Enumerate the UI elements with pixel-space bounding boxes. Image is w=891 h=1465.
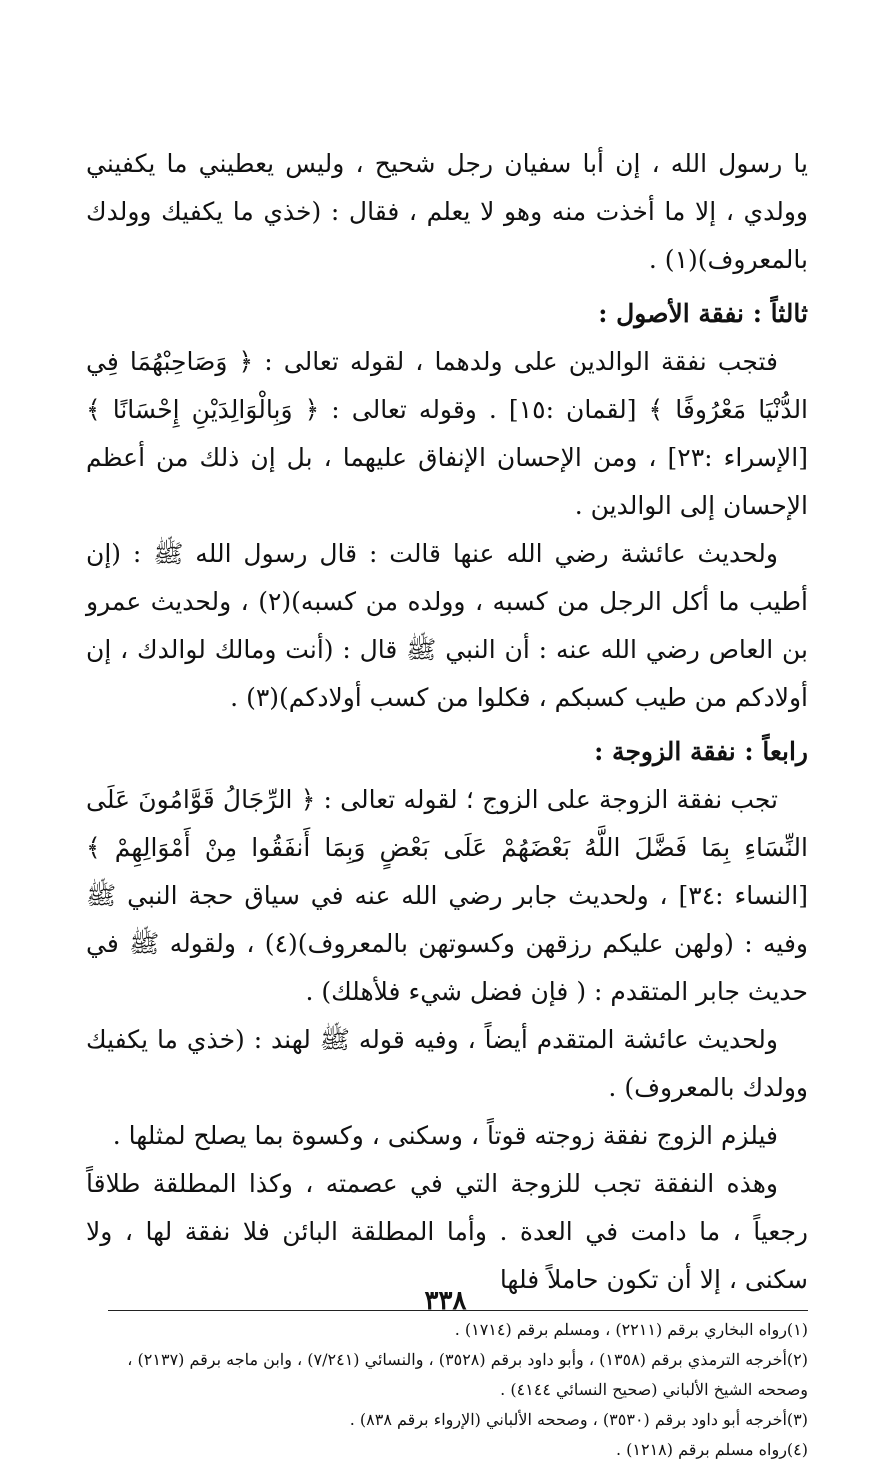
paragraph-parents-hadith: ولحديث عائشة رضي الله عنها قالت : قال رسول الله ﷺ : (إن أطيب ما أكل الرجل من كسبه ، وولده من كسبه)(٢) ، ولحديث عمرو بن العاص رضي الله عنه : أن النبي ﷺ قال : (أنت ومالك لوالدك ، إن أولادكم من طيب كسبكم ، فكلوا من كسب أولادكم)(٣) . bbox=[86, 539, 808, 712]
footnote-2: (٢)أخرجه الترمذي برقم (١٣٥٨) ، وأبو داود برقم (٣٥٢٨) ، والنسائي (٧/٢٤١) ، وابن ماجه برقم (٢١٣٧) ، وصححه الشيخ الألباني (صحيح النسائي ٤١٤٤) . bbox=[127, 1350, 808, 1399]
page-body bbox=[86, 140, 808, 1465]
paragraph-wife-obligation: فيلزم الزوج نفقة زوجته قوتاً ، وسكنى ، وكسوة بما يصلح لمثلها . bbox=[112, 1121, 778, 1150]
paragraph-wife-hadith-aisha: ولحديث عائشة المتقدم أيضاً ، وفيه قوله ﷺ لهند : (خذي ما يكفيك وولدك بالمعروف) . bbox=[86, 1025, 808, 1102]
page-number: ٣٣٨ bbox=[424, 1286, 467, 1316]
heading-parents-support: ثالثاً : نفقة الأصول : bbox=[598, 299, 808, 328]
heading-wife-support: رابعاً : نفقة الزوجة : bbox=[594, 737, 808, 766]
paragraph-divorce-support: وهذه النفقة تجب للزوجة التي في عصمته ، وكذا المطلقة طلاقاً رجعياً ، ما دامت في العدة . وأما المطلقة البائن فلا نفقة لها ، ولا سكنى ، إلا أن تكون حاملاً فلها bbox=[86, 1169, 808, 1294]
paragraph-parents-verses: فتجب نفقة الوالدين على ولدهما ، لقوله تعالى : ﴿ وَصَاحِبْهُمَا فِي الدُّنْيَا مَعْرُوفًا ﴾ [لقمان :١٥] . وقوله تعالى : ﴿ وَبِالْوَالِدَيْنِ إِحْسَانًا ﴾ [الإسراء :٢٣] ، ومن الإحسان الإنفاق عليهما ، بل إن ذلك من أعظم الإحسان إلى الوالدين . bbox=[86, 347, 809, 520]
footnote-4: (٤)رواه مسلم برقم (١٢١٨) . bbox=[615, 1440, 808, 1459]
footnote-3: (٣)أخرجه أبو داود برقم (٣٥٣٠) ، وصححه الألباني (الإرواء برقم ٨٣٨) . bbox=[349, 1410, 808, 1429]
footnote-1: (١)رواه البخاري برقم (٢٢١١) ، ومسلم برقم (١٧١٤) . bbox=[454, 1320, 808, 1339]
paragraph-hadith-hind: يا رسول الله ، إن أبا سفيان رجل شحيح ، وليس يعطيني ما يكفيني وولدي ، إلا ما أخذت منه وهو لا يعلم ، فقال : (خذي ما يكفيك وولدك بالمعروف)(١) . bbox=[86, 149, 808, 274]
paragraph-wife-verse: تجب نفقة الزوجة على الزوج ؛ لقوله تعالى : ﴿ الرِّجَالُ قَوَّامُونَ عَلَى النِّسَاءِ بِمَا فَضَّلَ اللَّهُ بَعْضَهُمْ عَلَى بَعْضٍ وَبِمَا أَنفَقُوا مِنْ أَمْوَالِهِمْ ﴾ [النساء :٣٤] ، ولحديث جابر رضي الله عنه في سياق حجة النبي ﷺ وفيه : (ولهن عليكم رزقهن وكسوتهن بالمعروف)(٤) ، ولقوله ﷺ في حديث جابر المتقدم : ( فإن فضل شيء فلأهلك) . bbox=[86, 785, 809, 1006]
